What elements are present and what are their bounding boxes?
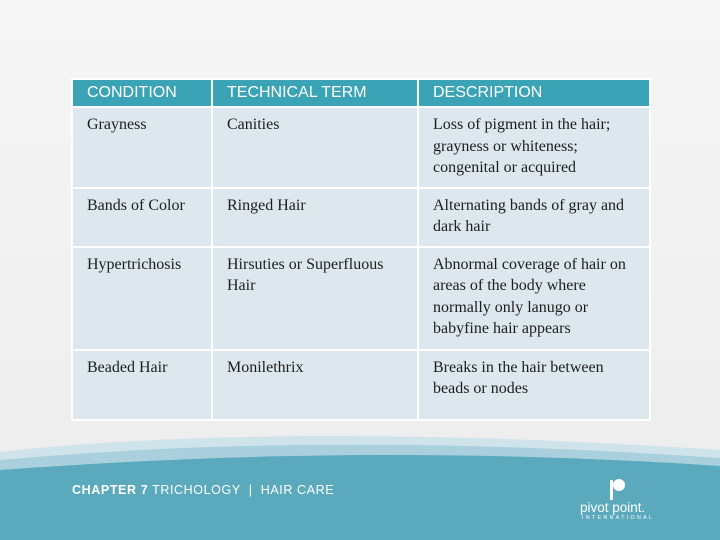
table-header-row <box>72 79 650 107</box>
cell-technical-term: Hirsuties or Superfluous Hair <box>212 247 418 350</box>
footer-chapter-line <box>72 483 334 497</box>
footer-separator: | <box>248 483 253 497</box>
cell-description: Abnormal coverage of hair on areas of the body where normally only lanugo or babyfine hair appears <box>418 247 650 350</box>
conditions-table <box>71 78 649 421</box>
cell-technical-term: Ringed Hair <box>212 188 418 247</box>
table-row <box>72 350 650 420</box>
footer-section: HAIR CARE <box>260 483 335 497</box>
cell-description: Loss of pigment in the hair; grayness or whiteness; congenital or acquired <box>418 107 650 188</box>
cell-technical-term: Monilethrix <box>212 350 418 420</box>
cell-condition: Beaded Hair <box>72 350 212 420</box>
cell-technical-term: Canities <box>212 107 418 188</box>
cell-description: Breaks in the hair between beads or nodes <box>418 350 650 420</box>
logo-tagline: INTERNATIONAL <box>582 515 655 521</box>
header-technical-term: TECHNICAL TERM <box>212 79 418 107</box>
logo-wordmark: pivot point. <box>580 500 646 515</box>
footer-chapter: CHAPTER 7 <box>72 483 149 497</box>
cell-condition: Bands of Color <box>72 188 212 247</box>
header-condition: CONDITION <box>72 79 212 107</box>
table-row <box>72 188 650 247</box>
cell-condition: Grayness <box>72 107 212 188</box>
footer-topic: TRICHOLOGY <box>152 483 241 497</box>
table-row <box>72 107 650 188</box>
cell-description: Alternating bands of gray and dark hair <box>418 188 650 247</box>
header-description: DESCRIPTION <box>418 79 650 107</box>
cell-condition: Hypertrichosis <box>72 247 212 350</box>
pivot-point-mark-icon <box>609 478 625 500</box>
table-row <box>72 247 650 350</box>
pivot-point-logo <box>578 478 658 524</box>
